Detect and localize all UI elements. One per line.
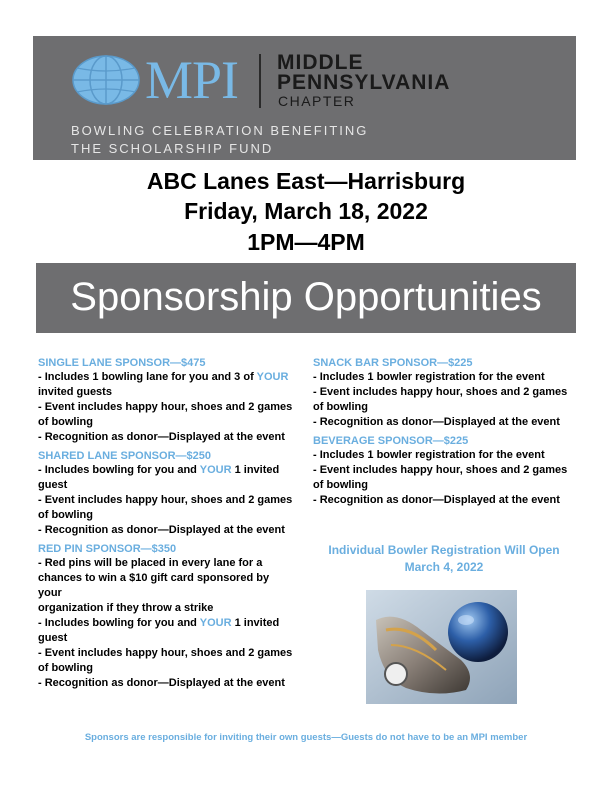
sponsor-detail-line	[313, 415, 575, 430]
detail-text: guest	[38, 479, 68, 491]
logo-divider	[259, 54, 261, 108]
sponsor-detail-line	[38, 478, 300, 493]
sponsor-detail-line	[38, 631, 300, 646]
bowling-shoe-and-ball-icon	[366, 590, 517, 704]
sponsor-detail-line	[313, 385, 575, 400]
registration-note	[313, 542, 575, 576]
sponsor-detail-line	[313, 463, 575, 478]
detail-text: - Recognition as donor—Displayed at the event	[38, 677, 285, 689]
detail-text: - Event includes happy hour, shoes and 2 games	[313, 386, 568, 398]
detail-text: of bowling	[313, 401, 368, 413]
sponsor-detail-line	[38, 523, 300, 538]
event-time: 1PM—4PM	[247, 229, 365, 255]
left-sponsor-column	[38, 352, 300, 691]
detail-text: organization if they throw a strike	[38, 602, 214, 614]
sponsor-detail-line	[38, 571, 300, 586]
detail-text: - Event includes happy hour, shoes and 2 games	[38, 401, 293, 413]
sponsor-detail-line	[38, 556, 300, 571]
detail-text: - Recognition as donor—Displayed at the event	[313, 494, 560, 506]
section-title: Sponsorship Opportunities	[70, 275, 542, 319]
registration-line2: March 4, 2022	[404, 560, 484, 574]
sponsor-title: BEVERAGE SPONSOR—$225	[313, 435, 469, 447]
event-venue: ABC Lanes East—Harrisburg	[146, 168, 466, 194]
detail-text: - Includes 1 bowling lane for you and 3 of	[38, 371, 257, 383]
detail-text: - Includes 1 bowler registration for the event	[313, 449, 545, 461]
sponsor-detail-line	[38, 646, 300, 661]
detail-text: your	[38, 587, 62, 599]
globe-icon	[71, 54, 141, 106]
tagline	[71, 122, 368, 158]
detail-text: - Includes bowling for you and	[38, 464, 200, 476]
bowling-photo	[366, 590, 517, 704]
detail-text: of bowling	[313, 479, 368, 491]
header-banner	[33, 36, 576, 160]
tagline-line1: BOWLING CELEBRATION BENEFITING	[71, 123, 369, 138]
detail-text: - Recognition as donor—Displayed at the event	[38, 524, 285, 536]
sponsor-detail-line	[313, 448, 575, 463]
sponsor-detail-line	[313, 493, 575, 508]
detail-text: - Red pins will be placed in every lane for a	[38, 557, 263, 569]
section-bar	[36, 263, 576, 333]
detail-text: invited guests	[38, 386, 112, 398]
detail-text: - Event includes happy hour, shoes and 2 games	[313, 464, 568, 476]
footer-note: Sponsors are responsible for inviting their own guests—Guests do not have to be an MPI member	[84, 732, 528, 743]
registration-line1: Individual Bowler Registration Will Open	[328, 543, 560, 557]
highlight-text: YOUR	[199, 617, 232, 629]
right-sponsor-column	[313, 352, 575, 508]
sponsor-detail-line	[38, 586, 300, 601]
sponsor-detail-line	[38, 616, 300, 631]
sponsor-detail-line	[313, 370, 575, 385]
chapter-name-line3: CHAPTER	[278, 93, 356, 109]
sponsor-detail-line	[38, 601, 300, 616]
highlight-text: YOUR	[199, 464, 232, 476]
chapter-name-line1: MIDDLE	[277, 51, 364, 74]
detail-text: 1 invited	[231, 464, 280, 476]
mpi-logo-text: MPI	[145, 50, 239, 110]
detail-text: guest	[38, 632, 68, 644]
detail-text: of bowling	[38, 416, 93, 428]
sponsor-title: RED PIN SPONSOR—$350	[38, 543, 177, 555]
sponsor-detail-line	[313, 400, 575, 415]
detail-text: chances to win a $10 gift card sponsored by	[38, 572, 270, 584]
sponsor-detail-line	[38, 676, 300, 691]
detail-text: - Event includes happy hour, shoes and 2 games	[38, 494, 293, 506]
detail-text: of bowling	[38, 509, 93, 521]
highlight-text: YOUR	[256, 371, 289, 383]
tagline-line2: THE SCHOLARSHIP FUND	[71, 141, 274, 156]
event-date: Friday, March 18, 2022	[184, 198, 428, 224]
detail-text: of bowling	[38, 662, 93, 674]
sponsor-detail-line	[38, 400, 300, 415]
sponsor-detail-line	[38, 430, 300, 445]
detail-text: 1 invited	[231, 617, 280, 629]
sponsor-detail-line	[38, 661, 300, 676]
sponsor-title: SNACK BAR SPONSOR—$225	[313, 357, 473, 369]
sponsor-detail-line	[38, 508, 300, 523]
sponsor-detail-line	[38, 463, 300, 478]
chapter-name-line2: PENNSYLVANIA	[277, 71, 451, 94]
detail-text: - Event includes happy hour, shoes and 2 games	[38, 647, 293, 659]
detail-text: - Recognition as donor—Displayed at the event	[38, 431, 285, 443]
sponsor-detail-line	[313, 478, 575, 493]
sponsor-detail-line	[38, 370, 300, 385]
sponsor-title: SHARED LANE SPONSOR—$250	[38, 450, 211, 462]
detail-text: - Includes bowling for you and	[38, 617, 200, 629]
sponsor-detail-line	[38, 415, 300, 430]
sponsor-title: SINGLE LANE SPONSOR—$475	[38, 357, 206, 369]
sponsor-detail-line	[38, 385, 300, 400]
detail-text: - Includes 1 bowler registration for the event	[313, 371, 545, 383]
detail-text: - Recognition as donor—Displayed at the event	[313, 416, 560, 428]
sponsor-detail-line	[38, 493, 300, 508]
